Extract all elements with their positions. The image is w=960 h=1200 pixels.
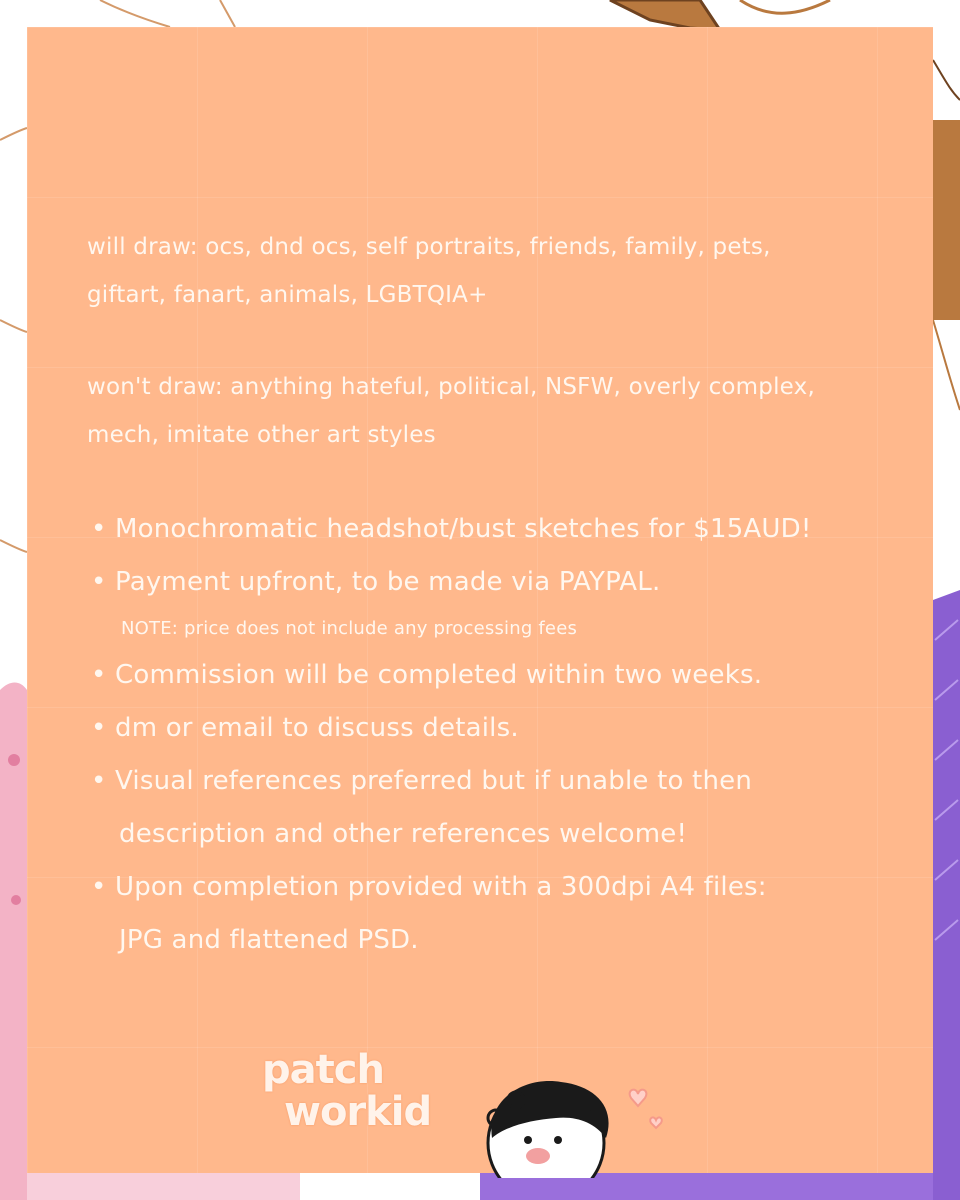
wont-draw-section (87, 363, 907, 459)
left-outline-stroke-2 (0, 320, 27, 332)
wont-draw-line: mech, imitate other art styles (87, 422, 436, 448)
right-outline-stroke-2 (933, 320, 960, 410)
terms-list (87, 503, 907, 967)
term-text: Upon completion provided with a 300dpi A4 files: (115, 872, 767, 902)
brown-outline-stroke-3 (220, 0, 235, 27)
term-item (87, 755, 907, 861)
term-note: NOTE: price does not include any processing fees (121, 618, 578, 639)
term-text: Commission will be completed within two weeks. (115, 660, 763, 690)
left-outline-stroke (0, 128, 27, 140)
commission-info-card (27, 27, 933, 1173)
term-item (87, 503, 907, 556)
term-text: Visual references preferred but if unable to then (115, 766, 752, 796)
logo-word-patch: patch (262, 1047, 384, 1093)
commission-text (87, 223, 907, 967)
logo-word-workid: workid (284, 1089, 432, 1135)
will-draw-section (87, 223, 907, 319)
term-text: Payment upfront, to be made via PAYPAL. (115, 567, 661, 597)
pink-detail (8, 754, 20, 766)
artist-avatar-icon (466, 1068, 676, 1178)
term-item (87, 649, 907, 702)
term-item (87, 702, 907, 755)
brown-hair-shape (610, 0, 720, 30)
term-item (87, 861, 907, 967)
patchworkid-logo (262, 1044, 432, 1140)
term-text: Monochromatic headshot/bust sketches for $15AUD! (115, 514, 812, 544)
wont-draw-line: won't draw: anything hateful, political, NSFW, overly complex, (87, 374, 815, 400)
will-draw-line: will draw: ocs, dnd ocs, self portraits, friends, family, pets, (87, 234, 771, 260)
term-item (87, 556, 907, 649)
right-brown-strip (933, 120, 960, 320)
term-continuation: JPG and flattened PSD. (119, 925, 419, 955)
right-outline-stroke (933, 60, 960, 100)
term-text: dm or email to discuss details. (115, 713, 519, 743)
pink-character-bottom (27, 1173, 300, 1200)
pink-detail-2 (11, 895, 21, 905)
brown-outline-stroke (740, 0, 830, 13)
left-outline-stroke-3 (0, 540, 27, 552)
term-continuation: description and other references welcome! (119, 819, 688, 849)
brown-outline-stroke-2 (100, 0, 170, 27)
will-draw-line: giftart, fanart, animals, LGBTQIA+ (87, 282, 488, 308)
